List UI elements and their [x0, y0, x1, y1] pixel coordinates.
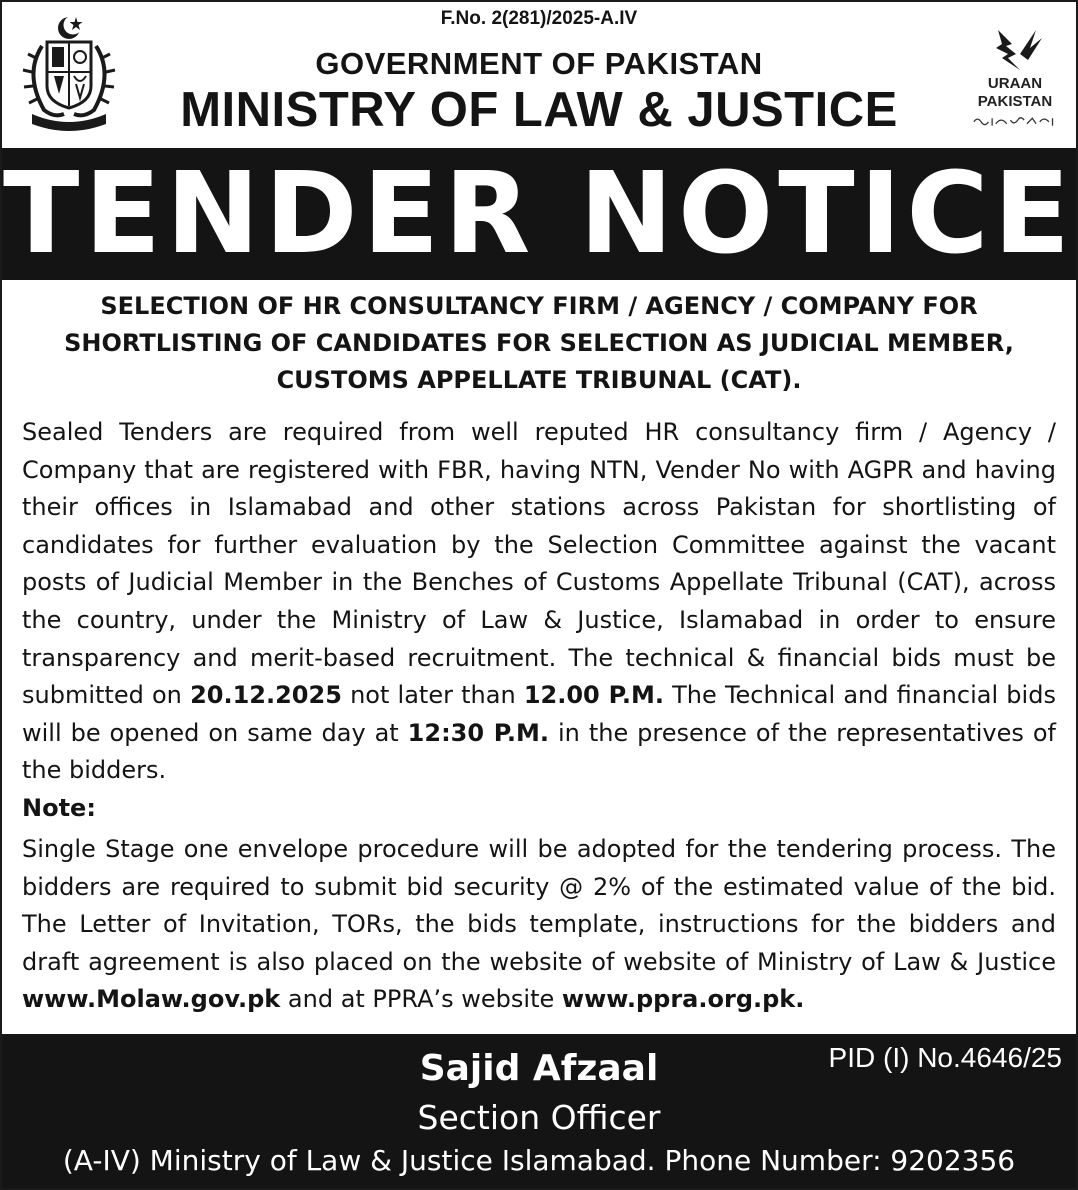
- urdu-tagline-graphic: [972, 114, 1058, 128]
- bid-opening-time: 12:30 P.M.: [407, 718, 550, 747]
- ministry-heading: MINISTRY OF LAW & JUSTICE: [180, 83, 898, 137]
- pid-number: PID (I) No.4646/25: [828, 1042, 1062, 1073]
- ppra-website-link[interactable]: www.ppra.org.pk.: [561, 985, 805, 1014]
- tender-notice-banner: [2, 148, 1076, 280]
- government-heading: GOVERNMENT OF PAKISTAN: [315, 46, 763, 81]
- body-text-part-2: not later than: [350, 681, 516, 710]
- banner-title: TENDER NOTICE: [2, 149, 1076, 279]
- subject-line-3: CUSTOMS APPELLATE TRIBUNAL (CAT).: [276, 366, 802, 394]
- note-text-part-2: and at PPRA’s website: [287, 985, 555, 1014]
- footer-signature-block: [2, 1034, 1076, 1190]
- pakistan-word: PAKISTAN: [977, 93, 1053, 110]
- note-label: Note:: [22, 794, 96, 822]
- subject-line-2: SHORTLISTING OF CANDIDATES FOR SELECTION AS JUDICIAL MEMBER,: [64, 329, 1014, 357]
- body-text-part-3: The Technical and financial bids will be opened on same day at: [22, 681, 1056, 747]
- submission-date: 20.12.2025: [190, 681, 342, 710]
- body-text-part-4: in the presence of the representatives of the bidders.: [22, 718, 1056, 785]
- signer-designation: Section Officer: [417, 1098, 661, 1137]
- header: [2, 2, 1076, 146]
- note-paragraph: [22, 831, 1056, 1019]
- submission-deadline-time: 12.00 P.M.: [523, 681, 664, 710]
- file-number: F.No. 2(281)/2025-A.IV: [440, 8, 638, 29]
- tender-body-paragraph: [22, 414, 1056, 790]
- uraan-word: URAAN: [987, 75, 1043, 92]
- office-contact: (A-IV) Ministry of Law & Justice Islamabad. Phone Number: 9202356: [62, 1144, 1016, 1177]
- signer-name: Sajid Afzaal: [419, 1048, 659, 1089]
- tender-subject: [22, 288, 1056, 399]
- subject-line-1: SELECTION OF HR CONSULTANCY FIRM / AGENCY / COMPANY FOR: [100, 292, 978, 320]
- note-text-part-1: Single Stage one envelope procedure will be adopted for the tendering process. The bidders are required to submit bid security @ 2% of the estimated value of the bid. The Letter of Invitation, TORs, the bids template, instructions for the bidders and draft agreement is also placed on the website of website of Ministry of Law & Justice: [22, 835, 1056, 976]
- uraan-pakistan-logo: [968, 24, 1062, 134]
- molaw-website-link[interactable]: www.Molaw.gov.pk: [22, 985, 281, 1014]
- body-text-part-1: Sealed Tenders are required from well reputed HR consultancy firm / Agency / Company that are registered with FBR, having NTN, Vender No with AGPR and having their offices in Islamabad and other stations across Pakistan for shortlisting of candidates for further evaluation by the Selection Committee against the vacant posts of Judicial Member in the Benches of Customs Appellate Tribunal (CAT), across the country, under the Ministry of Law & Justice, Islamabad in order to ensure transparency and merit-based recruitment. The technical & financial bids must be submitted on: [22, 418, 1056, 710]
- eagle-icon: [968, 24, 1062, 74]
